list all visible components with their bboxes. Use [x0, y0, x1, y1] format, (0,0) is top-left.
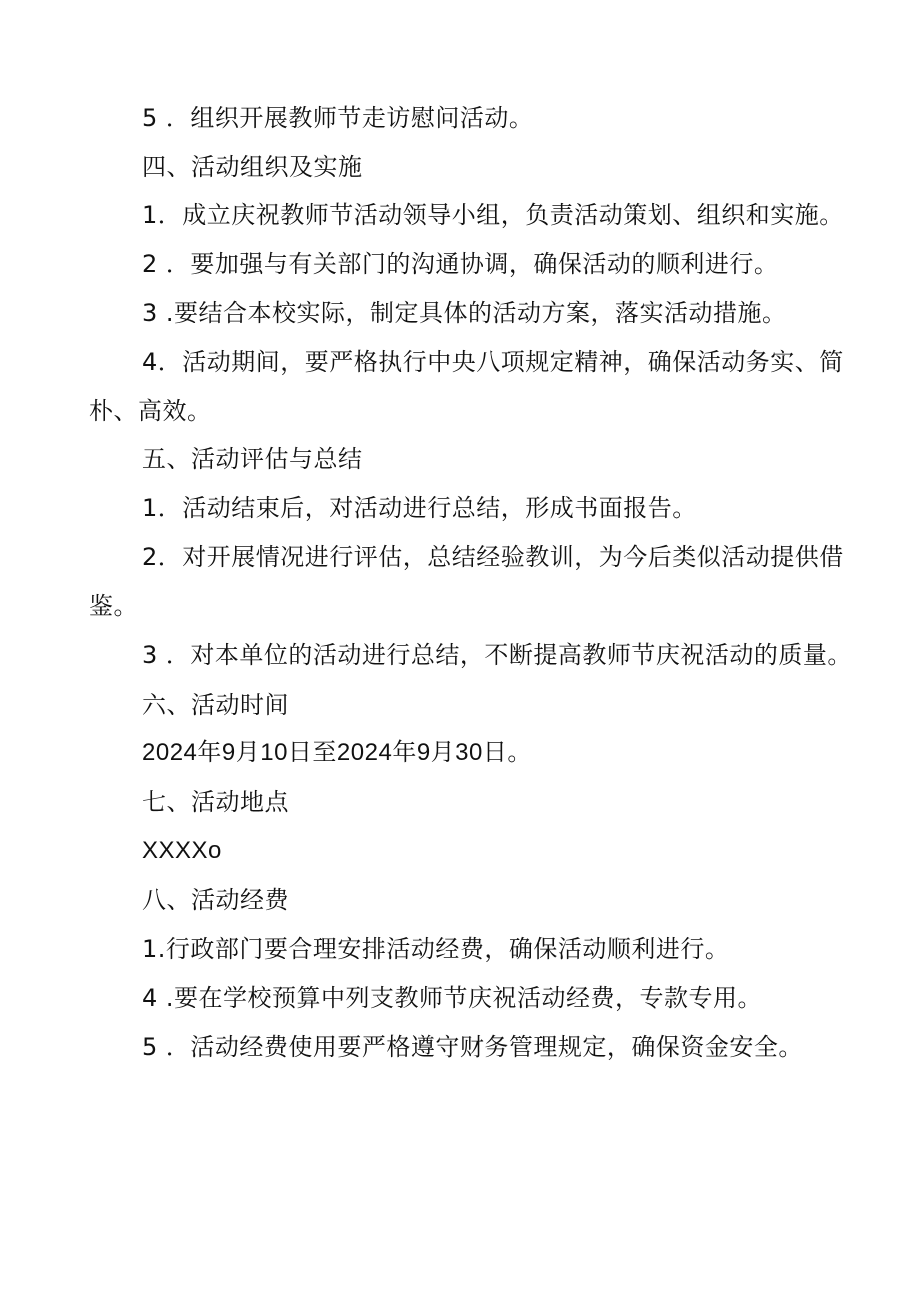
list-item-5-financial-rules: 5 ．活动经费使用要严格遵守财务管理规定，确保资金安全。: [142, 1033, 803, 1061]
activity-location: XXXXo: [142, 837, 222, 864]
section-heading-7: 七、活动地点: [142, 788, 289, 816]
list-item-3-plan: 3 .要结合本校实际，制定具体的活动方案，落实活动措施。: [142, 299, 787, 327]
list-item-1-leadership-group: 1．成立庆祝教师节活动领导小组，负责活动策划、组织和实施。: [142, 201, 844, 229]
section-heading-8: 八、活动经费: [142, 886, 289, 914]
section-heading-5: 五、活动评估与总结: [142, 445, 363, 473]
list-item-2-evaluation: 2．对开展情况进行评估，总结经验教训，为今后类似活动提供借: [142, 543, 844, 571]
list-item-1-funding: 1.行政部门要合理安排活动经费，确保活动顺利进行。: [142, 935, 730, 963]
activity-dates: 2024年9月10日至2024年9月30日。: [142, 739, 532, 766]
list-item-4-regulations: 4．活动期间，要严格执行中央八项规定精神，确保活动务实、简: [142, 348, 844, 376]
list-item-4-budget: 4 .要在学校预算中列支教师节庆祝活动经费，专款专用。: [142, 984, 763, 1012]
section-heading-4: 四、活动组织及实施: [142, 153, 363, 181]
list-item-3-summary: 3 ．对本单位的活动进行总结，不断提高教师节庆祝活动的质量。: [142, 641, 852, 669]
list-item-5-visit: 5 ．组织开展教师节走访慰问活动。: [142, 104, 534, 132]
list-item-4-continuation: 朴、高效。: [89, 397, 212, 425]
section-heading-6: 六、活动时间: [142, 691, 289, 719]
list-item-1-report: 1．活动结束后，对活动进行总结，形成书面报告。: [142, 494, 697, 522]
list-item-2-continuation: 鉴。: [89, 592, 138, 620]
list-item-2-coordination: 2 ．要加强与有关部门的沟通协调，确保活动的顺利进行。: [142, 250, 779, 278]
